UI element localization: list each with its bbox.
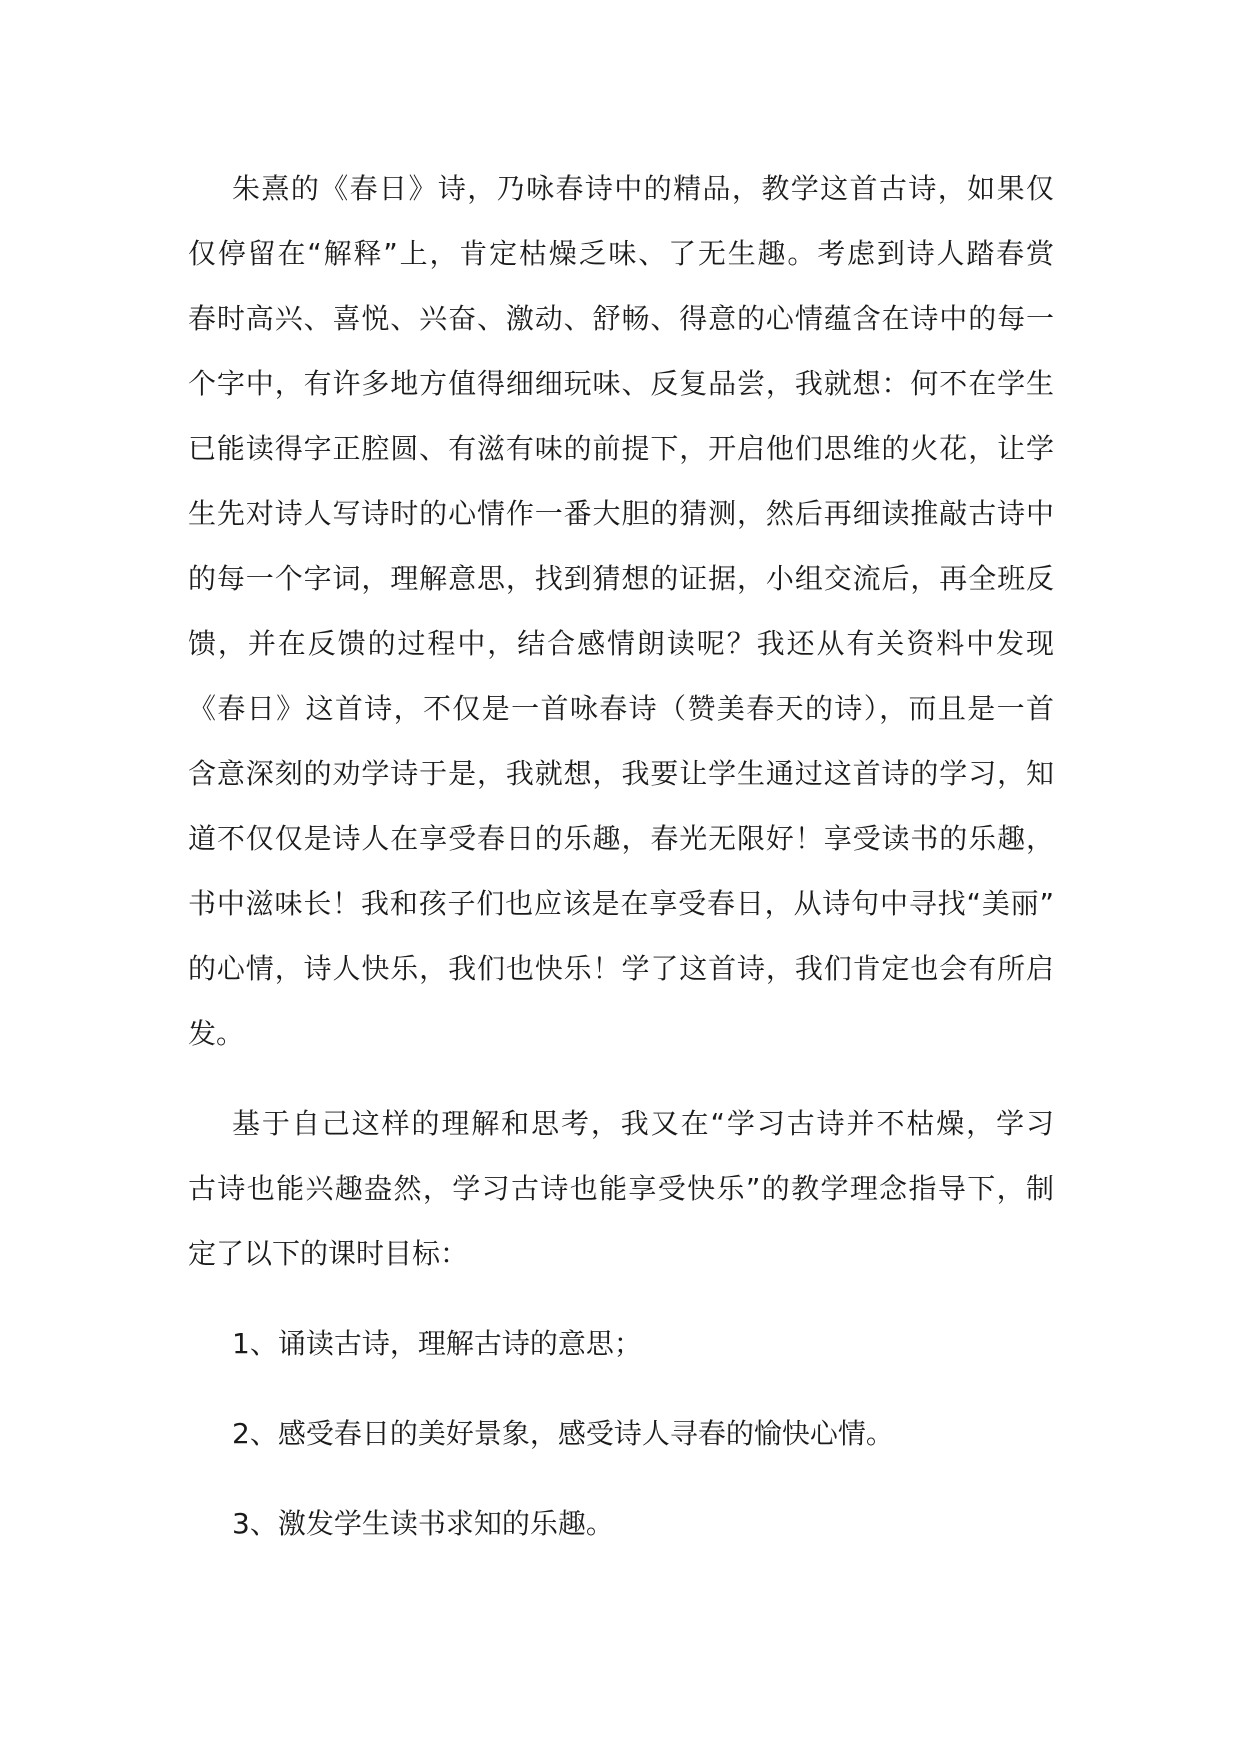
- text-line: 基于自己这样的理解和思考，我又在“学习古诗并不枯燥，学习: [232, 1107, 1054, 1140]
- paragraph-1: [188, 156, 1054, 1066]
- paragraph-2: [188, 1091, 1054, 1286]
- list-item: 3、激发学生读书求知的乐趣。: [232, 1507, 614, 1540]
- text-line: 书中滋味长！我和孩子们也应该是在享受春日，从诗句中寻找“美丽”: [188, 887, 1054, 920]
- list-item: 2、感受春日的美好景象，感受诗人寻春的愉快心情。: [232, 1417, 894, 1450]
- list-item: 1、诵读古诗，理解古诗的意思；: [232, 1327, 642, 1360]
- text-line: 的心情，诗人快乐，我们也快乐！学了这首诗，我们肯定也会有所启: [188, 952, 1054, 985]
- text-line: 仅停留在“解释”上，肯定枯燥乏味、了无生趣。考虑到诗人踏春赏: [188, 237, 1054, 270]
- text-line: 古诗也能兴趣盎然，学习古诗也能享受快乐”的教学理念指导下，制: [188, 1172, 1054, 1205]
- text-line: 含意深刻的劝学诗于是，我就想，我要让学生通过这首诗的学习，知: [188, 757, 1054, 790]
- document-body: [188, 156, 1054, 1556]
- objectives-list: [188, 1311, 1054, 1556]
- text-line: 生先对诗人写诗时的心情作一番大胆的猜测，然后再细读推敲古诗中: [188, 497, 1054, 530]
- text-line: 《春日》这首诗，不仅是一首咏春诗（赞美春天的诗），而且是一首: [188, 692, 1054, 725]
- text-line: 道不仅仅是诗人在享受春日的乐趣，春光无限好！享受读书的乐趣，: [188, 822, 1054, 855]
- text-line: 馈，并在反馈的过程中，结合感情朗读呢？我还从有关资料中发现: [188, 627, 1054, 660]
- text-line: 个字中，有许多地方值得细细玩味、反复品尝，我就想：何不在学生: [188, 367, 1054, 400]
- text-line: 已能读得字正腔圆、有滋有味的前提下，开启他们思维的火花，让学: [188, 432, 1054, 465]
- text-line: 定了以下的课时目标：: [188, 1237, 469, 1270]
- text-line: 朱熹的《春日》诗，乃咏春诗中的精品，教学这首古诗，如果仅: [232, 172, 1054, 205]
- text-line: 的每一个字词，理解意思，找到猜想的证据，小组交流后，再全班反: [188, 562, 1054, 595]
- text-line: 春时高兴、喜悦、兴奋、激动、舒畅、得意的心情蕴含在诗中的每一: [188, 302, 1054, 335]
- text-line: 发。: [188, 1017, 245, 1050]
